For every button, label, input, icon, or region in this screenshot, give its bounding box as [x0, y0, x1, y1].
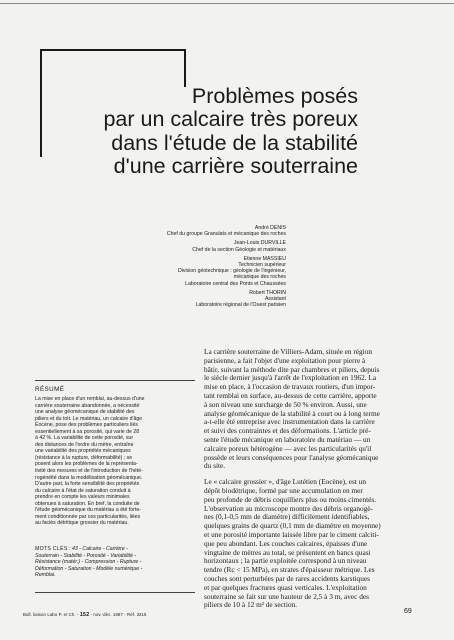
resume-line: au faciès détritique grossier du matériau. — [35, 520, 129, 527]
resume-heading: RÉSUMÉ — [35, 386, 65, 393]
top-rule — [0, 3, 454, 4]
text-line: La carrière souterraine de Villiers-Adam, située en région — [204, 347, 372, 356]
text-line: le siècle dernier jusqu'à l'arrêt de l'exploitation en 1962. La — [204, 373, 377, 383]
text-line: Le « calcaire grossier », d'âge Lutétien (Eocène), est un — [204, 477, 366, 487]
text-line: du site. — [204, 461, 226, 471]
text-line: peu profonde de débris coquilliers plus ou moins cimentés. — [204, 494, 377, 504]
keywords-block — [35, 546, 195, 579]
resume-line: D'autre part, la forte sensibilité des propriétés — [35, 481, 140, 488]
footer-suffix: - nov.-déc. 1987 - Réf. 3215 — [89, 612, 147, 617]
footer-issue: 152 — [79, 612, 90, 618]
resume-line: piliers et du toit. Le matériau, un calcaire d'âge — [35, 415, 143, 422]
resume-line: carrière souterraine abandonnée, a nécessité — [35, 402, 140, 409]
author-name: Etienne MASSIEU — [243, 255, 286, 262]
title-line: Problèmes posés — [191, 84, 358, 108]
text-line: tendre (Rc < 15 MPa), en strates d'épaisseur métrique. Les — [204, 565, 375, 575]
text-line: à son niveau une surcharge de 50 % environ. Aussi, une — [204, 399, 367, 409]
author-role: Chef du groupe Granulats et mécanique des roches — [166, 231, 286, 238]
resume-text — [35, 396, 195, 527]
resume-line: une analyse géomécanique de stabilité des — [35, 409, 135, 416]
text-line: et une porosité importante laissée libre par le ciment calciti- — [204, 529, 379, 539]
author-role: Chef de la section Géologie et matériaux — [192, 246, 286, 253]
resume-line: obtenues à saturation. En bref, la conduite de — [35, 500, 140, 507]
resume-bottom-rule — [35, 592, 195, 593]
text-line: calcaire poreux hétérogène — avec les particularités qu'il — [204, 443, 372, 453]
text-line: sente l'étude mécanique en laboratoire du matériau — un — [204, 434, 371, 444]
resume-line: l'étude géomécanique du matériau a été forte- — [35, 507, 141, 514]
text-line: et suivi des contraintes et des déformations. L'article pré- — [204, 426, 371, 436]
keywords-line: Remblai. — [35, 572, 56, 579]
resume-line: posent alors les problèmes de la représenta- — [35, 461, 138, 468]
text-line: et par quelques fractures quasi verticales. L'exploitation — [204, 582, 367, 592]
paragraph — [204, 478, 418, 610]
text-line: que peu abondant. Les couches calcaires, épaisses d'une — [204, 538, 368, 548]
author-name: André DENIS — [254, 225, 286, 231]
text-line: mise en place, à l'occasion de travaux routiers, d'un impor- — [204, 382, 376, 392]
text-line: possède et leurs conséquences pour l'analyse géomécanique — [204, 452, 379, 462]
title-bracket-right — [184, 49, 186, 87]
keywords-line: Déformation - Saturation - Modèle numérique - — [35, 565, 143, 572]
author-role: Assistant — [264, 296, 286, 303]
main-text-column — [204, 348, 418, 610]
article-title — [60, 85, 358, 178]
resume-line: tivité des mesures et de l'introduction de l'hété- — [35, 468, 143, 475]
resume-line: une variabilité des propriétés mécaniques — [35, 448, 131, 455]
author-name: Jean-Louis DURVILLE — [233, 240, 286, 247]
text-line: L'observation au microscope montre des débris organogè- — [204, 503, 373, 513]
title-line: par un calcaire très poreux — [103, 107, 358, 132]
resume-top-rule — [35, 380, 195, 381]
title-line: dans l'étude de la stabilité — [111, 130, 358, 155]
resume-line: rogénéité dans la modélisation géomécanique. — [35, 474, 143, 481]
keywords-line: Souterrain - Stabilité - Porosité - Variabilité - — [35, 552, 137, 559]
resume-line: ment conditionnée par ces particularités, liées — [35, 513, 141, 520]
page-number: 69 — [404, 608, 412, 615]
journal-footer — [23, 612, 147, 618]
text-line: parisienne, a fait l'objet d'une exploitation pour pierre à — [204, 355, 366, 365]
author-name: Robert THORIN — [249, 289, 286, 296]
text-line: bâtir, suivant la méthode dite par chambres et piliers, depuis — [204, 364, 380, 374]
keywords-label: MOTS CLÉS — [35, 546, 68, 552]
text-line: a-t-elle été entreprise avec instrumentation dans la carrière — [204, 417, 375, 427]
text-line: horizontaux ; la partie exploitée correspond à un niveau — [204, 556, 367, 566]
text-line: dépôt biodétrique, formé par une accumulation en mer — [204, 485, 363, 495]
text-line: souterraine se fait sur une hauteur de 2,5 à 3 m, avec des — [204, 591, 369, 601]
resume-line: essentiellement à sa porosité, qui varie de 28 — [35, 428, 140, 435]
author-affiliation: Laboratoire régional de l'Ouest parisien — [195, 302, 286, 309]
text-line: vingtaine de mètres au total, se présentent en bancs quasi — [204, 547, 371, 557]
author-block — [36, 225, 286, 308]
resume-line: (résistance à la rupture, déformabilité) ; se — [35, 454, 133, 461]
resume-line: à 42 %. La variabilité de cette porosité, sur — [35, 435, 134, 442]
resume-line: La mise en place d'un remblai, au-dessus d'une — [35, 396, 145, 402]
text-line: tant remblai en surface, au-dessus de cette carrière, apporte — [204, 390, 377, 400]
keywords-line: Résistance (matér.) - Compression - Rupture - — [35, 559, 142, 566]
title-line: d'une carrière souterraine — [113, 153, 358, 178]
resume-line: des distances de l'ordre du mètre, entraîne — [35, 441, 134, 448]
paragraph — [204, 348, 418, 471]
resume-line: du calcaire à l'état de saturation conduit à — [35, 487, 131, 494]
text-line: nes (0,1-0,5 mm de diamètre) difficilement identifiables, — [204, 512, 370, 522]
resume-line: Éocène, pose des problèmes particuliers liés — [35, 422, 138, 429]
author-role: Technicien supérieur — [238, 262, 286, 269]
text-line: quelques grains de quartz (0,1 mm de diamètre en moyenne) — [204, 521, 381, 531]
title-bracket-top — [40, 49, 186, 51]
text-line: analyse géomécanique de la stabilité à court ou à long terme — [204, 408, 380, 418]
footer-prefix: Bull. liaison Labo P. et Ch. - — [23, 612, 80, 617]
author-affiliation: Division géotechnique : géologie de l'ingénieur, — [178, 268, 286, 275]
author-affiliation: Laboratoire central des Ponts et Chaussées — [185, 280, 286, 287]
text-line: couches sont perturbées par de rares accidents karstiques — [204, 573, 370, 583]
author-affiliation: mécanique des roches — [233, 274, 286, 281]
text-line: piliers de 10 à 12 m² de section. — [204, 600, 297, 610]
keywords-line: : 43 - Calcaire - Carrière - — [69, 546, 128, 552]
resume-line: prendre en compte les valeurs minimales — [35, 494, 130, 501]
title-bracket-left — [40, 49, 42, 157]
